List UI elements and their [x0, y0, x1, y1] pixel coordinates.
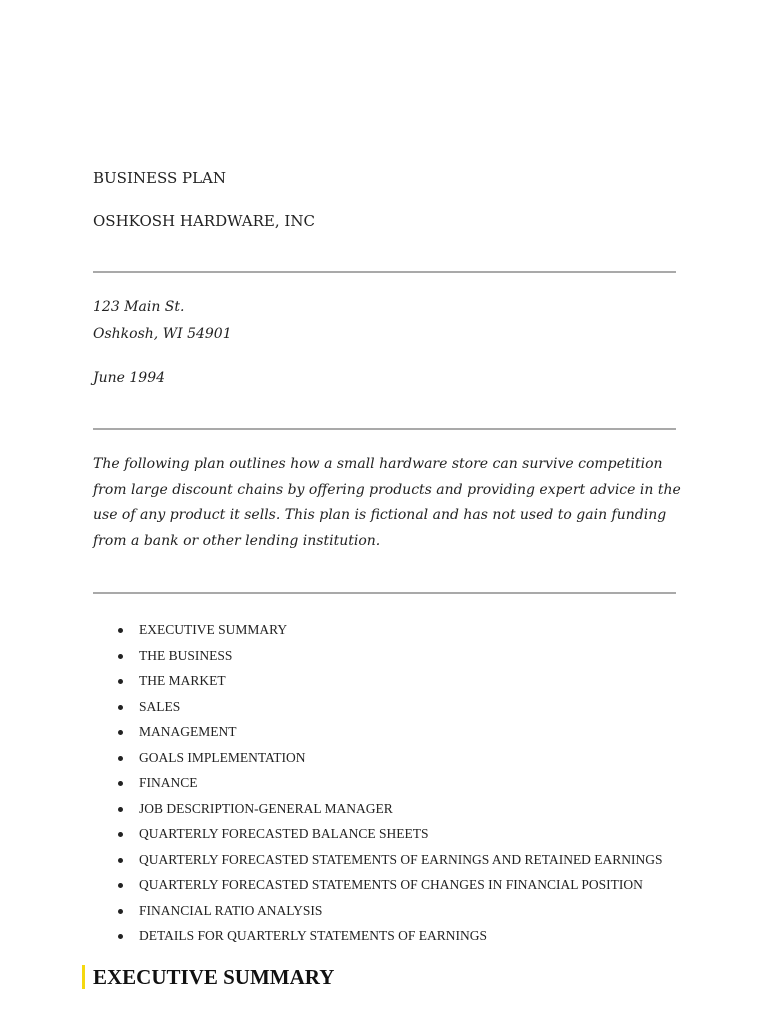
summary-line: from a bank or other lending institution. — [93, 533, 381, 550]
toc-item[interactable] — [93, 747, 676, 773]
toc-item-label: QUARTERLY FORECASTED STATEMENTS OF CHANGES IN FINANCIAL POSITION — [139, 877, 643, 892]
toc-item-label: MANAGEMENT — [139, 724, 237, 739]
plan-date: June 1994 — [93, 370, 166, 386]
toc-item-label: THE BUSINESS — [139, 647, 233, 663]
bullet-icon — [118, 730, 123, 735]
toc-item-label: THE MARKET — [139, 673, 226, 688]
bullet-icon — [118, 909, 123, 914]
toc-item-label: JOB DESCRIPTION-GENERAL MANAGER — [139, 800, 393, 816]
divider — [93, 271, 676, 273]
toc-item-label: QUARTERLY FORECASTED STATEMENTS OF EARNINGS AND RETAINED EARNINGS — [139, 851, 663, 867]
bullet-icon — [118, 705, 123, 710]
bullet-icon — [118, 654, 123, 659]
toc-item[interactable] — [93, 925, 676, 951]
divider — [93, 428, 676, 430]
bullet-icon — [118, 756, 123, 761]
toc-item-label: FINANCE — [139, 775, 198, 790]
toc-item[interactable] — [93, 798, 676, 824]
toc-item[interactable] — [93, 900, 676, 926]
toc-item[interactable] — [93, 823, 676, 849]
toc-item-label: QUARTERLY FORECASTED BALANCE SHEETS — [139, 826, 429, 841]
toc-item[interactable] — [93, 874, 676, 900]
address-street: 123 Main St. — [93, 299, 185, 315]
toc-item-label: FINANCIAL RATIO ANALYSIS — [139, 902, 323, 918]
bullet-icon — [118, 858, 123, 863]
bullet-icon — [118, 934, 123, 939]
toc-item-label: EXECUTIVE SUMMARY — [139, 622, 288, 637]
bullet-icon — [118, 679, 123, 684]
plan-title: BUSINESS PLAN — [93, 169, 227, 187]
plan-summary — [93, 452, 681, 555]
section-heading — [82, 964, 334, 990]
heading-accent-bar — [82, 965, 85, 989]
summary-line: use of any product it sells. This plan is fictional and has not used to gain funding — [93, 507, 667, 524]
toc-item-label: GOALS IMPLEMENTATION — [139, 749, 306, 765]
divider — [93, 592, 676, 594]
toc-item-label: SALES — [139, 698, 181, 714]
toc-item[interactable] — [93, 670, 676, 696]
bullet-icon — [118, 781, 123, 786]
toc-item[interactable] — [93, 772, 676, 798]
section-heading-label: EXECUTIVE SUMMARY — [93, 964, 335, 989]
toc-item[interactable] — [93, 721, 676, 747]
toc-item[interactable] — [93, 619, 676, 645]
toc-item[interactable] — [93, 849, 676, 875]
summary-line: The following plan outlines how a small hardware store can survive competition — [93, 456, 663, 472]
bullet-icon — [118, 628, 123, 633]
summary-line: from large discount chains by offering products and providing expert advice in the — [93, 481, 681, 498]
bullet-icon — [118, 832, 123, 837]
toc-item-label: DETAILS FOR QUARTERLY STATEMENTS OF EARNINGS — [139, 928, 488, 943]
toc-item[interactable] — [93, 696, 676, 722]
toc-item[interactable] — [93, 645, 676, 671]
bullet-icon — [118, 883, 123, 888]
bullet-icon — [118, 807, 123, 812]
company-name: OSHKOSH HARDWARE, INC — [93, 212, 315, 230]
table-of-contents — [93, 619, 676, 951]
address-city: Oshkosh, WI 54901 — [93, 326, 232, 342]
